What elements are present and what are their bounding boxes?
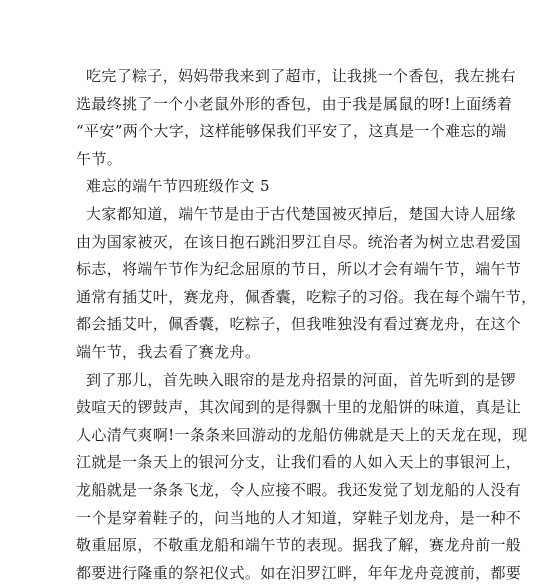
- text-line: 一个是穿着鞋子的，问当地的人才知道，穿鞋子划龙舟，是一种不: [76, 508, 522, 527]
- text-line: 端午节，我去看了赛龙舟。: [76, 342, 261, 361]
- text-line: 都要进行隆重的祭祀仪式。如在汨罗江畔，年年龙舟竞渡前，都要: [76, 563, 522, 582]
- text-line: 都会插艾叶，佩香囊，吃粽子，但我唯独没有看过赛龙舟，在这个: [76, 315, 522, 334]
- paragraph-2: [76, 201, 537, 367]
- text-line: 通常有插艾叶，赛龙舟，佩香囊，吃粽子的习俗。我在每个端午节，: [76, 287, 537, 306]
- text-line: 敬重屈原，不敬重龙船和端午节的表现。据我了解，赛龙舟前一般: [76, 536, 522, 555]
- text-line: 鼓喧天的锣鼓声，其次闻到的是得飘十里的龙船饼的味道，真是让: [76, 398, 522, 417]
- text-line: 标志，将端午节作为纪念屈原的节日，所以才会有端午节，端午节: [76, 260, 522, 279]
- text-line: 吃完了粽子，妈妈带我来到了超市，让我挑一个香包，我左挑右: [86, 67, 516, 85]
- text-line: 龙船就是一条条飞龙，令人应接不暇。我还发觉了划龙船的人没有: [76, 480, 522, 499]
- text-line: 选最终挑了一个小老鼠外形的香包，由于我是属鼠的呀!上面绣着: [76, 94, 513, 113]
- document-body: [76, 63, 537, 587]
- paragraph-1: [76, 63, 516, 173]
- text-line: 午节。: [76, 149, 123, 168]
- text-line: 人心清气爽啊!一条条来回游动的龙船仿佛就是天上的天龙在现，现: [76, 425, 528, 444]
- section-heading: 难忘的端午节四班级作文 5: [86, 177, 270, 196]
- text-line: 江就是一条天上的银河分支，让我们看的人如入天上的事银河上，: [76, 453, 522, 472]
- text-line: “平安”两个大字，这样能够保我们平安了，这真是一个难忘的端: [76, 122, 507, 141]
- text-line: 到了那儿，首先映入眼帘的是龙舟招景的河面，首先听到的是锣: [86, 370, 516, 389]
- text-line: 大家都知道，端午节是由于古代楚国被灭掉后，楚国大诗人屈缘: [86, 204, 516, 223]
- paragraph-3: [76, 367, 528, 587]
- text-line: 由为国家被灭，在该日抱石跳汨罗江自尽。统治者为树立忠君爱国: [76, 232, 522, 251]
